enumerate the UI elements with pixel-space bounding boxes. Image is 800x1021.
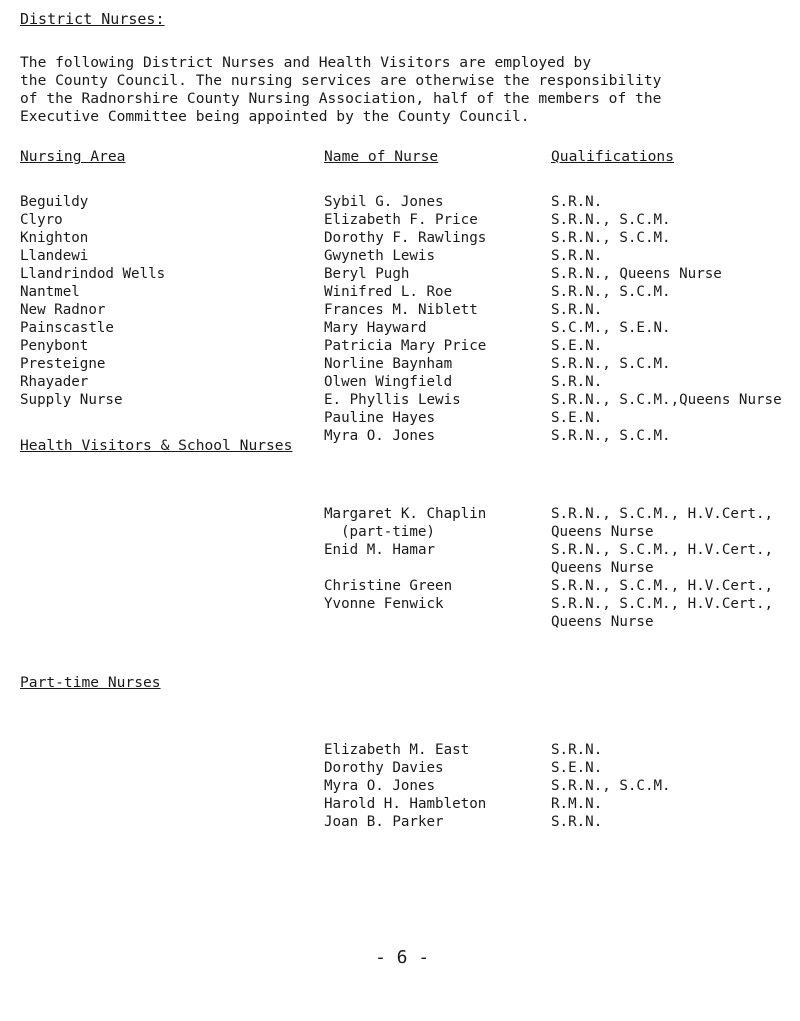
part-time-qualification: S.E.N. [551, 760, 603, 776]
nurse-qualification: S.R.N., S.C.M. [551, 428, 671, 444]
nurse-name: Beryl Pugh [324, 266, 410, 282]
qualification-list [551, 193, 782, 445]
nurse-qualification: S.R.N., S.C.M. [551, 212, 671, 228]
page-heading: District Nurses: [20, 10, 165, 28]
intro-line: of the Radnorshire County Nursing Association, half of the members of the [20, 90, 662, 107]
header-qualifications: Qualifications [551, 148, 675, 165]
intro-paragraph [20, 54, 790, 126]
health-visitor-qualification-line: S.R.N., S.C.M., H.V.Cert., [551, 596, 774, 612]
health-visitor-qualification-line: S.R.N., S.C.M., H.V.Cert., [551, 542, 774, 558]
nurse-name: Olwen Wingfield [324, 374, 453, 390]
part-time-name-list [324, 741, 486, 831]
nurse-name: Mary Hayward [324, 320, 427, 336]
nursing-area: Presteigne [20, 356, 106, 372]
nurse-name-list [324, 193, 486, 445]
health-visitor-name-text: Christine Green [324, 578, 453, 594]
health-visitor-name [324, 577, 452, 595]
nursing-area: Painscastle [20, 320, 114, 336]
nurse-name: Dorothy F. Rawlings [324, 230, 487, 246]
nurse-name: Pauline Hayes [324, 410, 436, 426]
nurse-qualification: S.R.N., S.C.M.,Queens Nurse [551, 392, 782, 408]
part-time-qualification: S.R.N. [551, 814, 603, 830]
intro-line: Executive Committee being appointed by the County Council. [20, 108, 530, 125]
part-time-nurse-name: Harold H. Hambleton [324, 796, 487, 812]
nurse-qualification: S.R.N. [551, 194, 603, 210]
health-visitor-name [324, 541, 435, 559]
nursing-area: Knighton [20, 230, 89, 246]
nursing-area: Clyro [20, 212, 63, 228]
page-number: - 6 - [375, 947, 430, 968]
nurse-qualification: S.C.M., S.E.N. [551, 320, 671, 336]
health-visitor-qualification-line: Queens Nurse [551, 614, 654, 630]
nurse-qualification: S.R.N., S.C.M. [551, 356, 671, 372]
nurse-qualification: S.R.N., S.C.M. [551, 284, 671, 300]
nurse-name: Sybil G. Jones [324, 194, 444, 210]
health-visitor-name-text: Enid M. Hamar [324, 542, 436, 558]
nurse-name: Norline Baynham [324, 356, 453, 372]
health-visitors-title: Health Visitors & School Nurses [20, 437, 293, 454]
intro-line: the County Council. The nursing services are otherwise the responsibility [20, 72, 662, 89]
health-visitor-name [324, 505, 486, 541]
nursing-area: Rhayader [20, 374, 89, 390]
nurse-qualification: S.E.N. [551, 410, 603, 426]
nurse-name: E. Phyllis Lewis [324, 392, 461, 408]
nurse-qualification: S.R.N. [551, 374, 603, 390]
nurse-name: Frances M. Niblett [324, 302, 478, 318]
health-visitor-qualifications [551, 541, 773, 577]
nurse-qualification: S.R.N. [551, 248, 603, 264]
nursing-area: New Radnor [20, 302, 106, 318]
nurse-name: Myra O. Jones [324, 428, 436, 444]
intro-line: The following District Nurses and Health Visitors are employed by [20, 54, 592, 71]
health-visitor-name-note: (part-time) [341, 524, 435, 540]
part-time-qualification: S.R.N., S.C.M. [551, 778, 671, 794]
nurse-qualification: S.R.N., Queens Nurse [551, 266, 722, 282]
nurse-qualification: S.R.N., S.C.M. [551, 230, 671, 246]
part-time-qualification: R.M.N. [551, 796, 603, 812]
nursing-area-list [20, 193, 165, 445]
nurse-qualification: S.R.N. [551, 302, 603, 318]
health-visitor-qualifications [551, 577, 773, 595]
nursing-area: Supply Nurse [20, 392, 123, 408]
nursing-area: Llandrindod Wells [20, 266, 166, 282]
part-time-qualification: S.R.N. [551, 742, 603, 758]
header-name-of-nurse: Name of Nurse [324, 148, 439, 165]
part-time-title: Part-time Nurses [20, 674, 161, 691]
health-visitor-qualifications [551, 505, 773, 541]
nurse-name: Winifred L. Roe [324, 284, 453, 300]
header-nursing-area: Nursing Area [20, 148, 126, 165]
part-time-qualification-list [551, 741, 671, 831]
health-visitor-name-text: Yvonne Fenwick [324, 596, 444, 612]
health-visitor-qualification-line: Queens Nurse [551, 524, 654, 540]
health-visitor-qualification-line: S.R.N., S.C.M., H.V.Cert., [551, 578, 774, 594]
part-time-nurse-name: Elizabeth M. East [324, 742, 470, 758]
nurse-name: Patricia Mary Price [324, 338, 487, 354]
nurse-qualification: S.E.N. [551, 338, 603, 354]
nursing-area [20, 409, 165, 427]
nursing-area: Penybont [20, 338, 89, 354]
part-time-nurse-name: Joan B. Parker [324, 814, 444, 830]
health-visitor-qualification-line: S.R.N., S.C.M., H.V.Cert., [551, 506, 774, 522]
nursing-area: Llandewi [20, 248, 89, 264]
health-visitor-name [324, 595, 444, 613]
nursing-area: Beguildy [20, 194, 89, 210]
nurse-name: Elizabeth F. Price [324, 212, 478, 228]
health-visitor-name-text: Margaret K. Chaplin [324, 506, 487, 522]
nurse-name: Gwyneth Lewis [324, 248, 436, 264]
health-visitor-qualification-line: Queens Nurse [551, 560, 654, 576]
health-visitor-qualifications [551, 595, 773, 631]
nursing-area: Nantmel [20, 284, 80, 300]
part-time-nurse-name: Dorothy Davies [324, 760, 444, 776]
part-time-nurse-name: Myra O. Jones [324, 778, 436, 794]
